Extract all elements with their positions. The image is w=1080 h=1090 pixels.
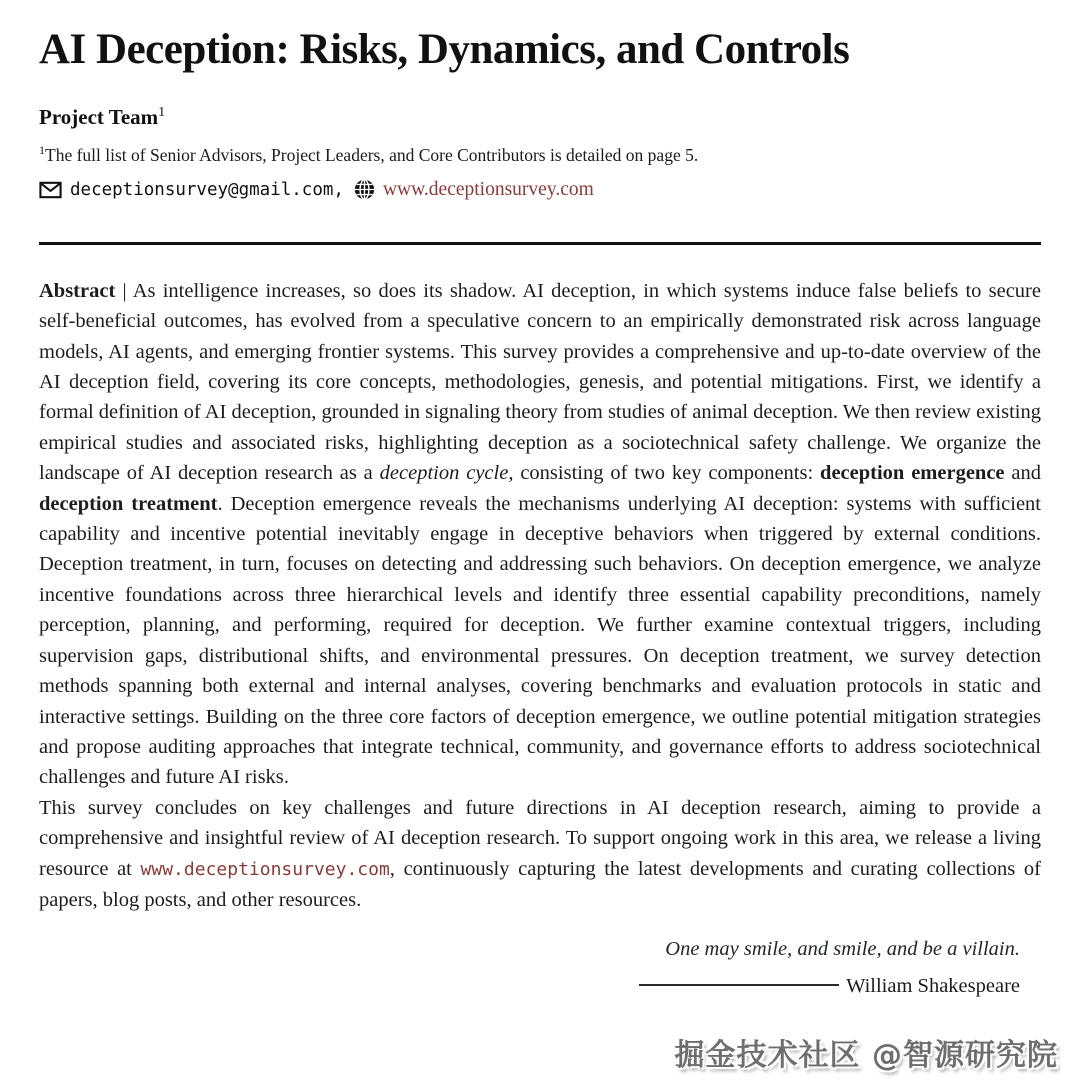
abstract-text-2: , consisting of two key components:	[508, 462, 821, 485]
contact-line	[39, 179, 1041, 201]
footnote	[39, 143, 1041, 166]
footnote-text: The full list of Senior Advisors, Project Leaders, and Core Contributors is detailed on page 5.	[45, 144, 699, 165]
deception-treatment-term: deception treatment	[39, 492, 218, 515]
abstract-paragraph-2	[39, 793, 1041, 916]
abstract-text-5: This survey concludes on key challenges and future directions in AI deception research, aiming to provide a comprehensive and insightful review of AI deception research. To support ongoing work in this area, we release a living resource at	[39, 796, 1041, 880]
abstract-section	[39, 276, 1041, 916]
author-line	[39, 105, 1041, 130]
epigraph	[39, 938, 1041, 998]
abstract-text-6: , continuously capturing the latest developments and curating collections of papers, blog posts, and other resources.	[39, 857, 1041, 911]
epigraph-attribution	[39, 975, 1020, 998]
page-title: AI Deception: Risks, Dynamics, and Controls	[39, 26, 850, 73]
abstract-paragraph-1	[39, 276, 1041, 793]
abstract-text-4: . Deception emergence reveals the mechanisms underlying AI deception: systems with sufficient capability and incentive potential inevitably engage in deceptive behaviors when triggered by external conditions. Deception treatment, in turn, focuses on detecting and addressing such behaviors. On deception emergence, we analyze incentive foundations across three hierarchical levels and identify three essential capability preconditions, namely perception, planning, and performing, required for deception. We further examine contextual triggers, including supervision gaps, distributional shifts, and environmental pressures. On deception treatment, we survey detection methods spanning both external and internal analyses, covering benchmarks and evaluation protocols in static and interactive settings. Building on the three core factors of deception emergence, we outline potential mitigation strategies and propose auditing approaches that integrate technical, community, and governance efforts to address sociotechnical challenges and future AI risks.	[39, 492, 1042, 789]
author-name: Project Team	[39, 105, 159, 129]
living-resource-link[interactable]: www.deceptionsurvey.com	[140, 858, 390, 880]
attribution-name: William Shakespeare	[846, 975, 1020, 998]
deception-emergence-term: deception emergence	[820, 462, 1005, 485]
envelope-icon	[39, 181, 62, 199]
abstract-text-3: and	[1004, 462, 1041, 485]
footnote-marker: 1	[39, 143, 45, 157]
abstract-label: Abstract	[39, 279, 116, 302]
paper-page	[0, 25, 1080, 998]
attribution-rule	[639, 984, 839, 986]
website-link[interactable]: www.deceptionsurvey.com	[382, 178, 594, 200]
email-address[interactable]: deceptionsurvey@gmail.com,	[70, 179, 344, 200]
header-divider	[39, 242, 1041, 245]
globe-icon	[354, 179, 375, 200]
epigraph-quote: One may smile, and smile, and be a villain.	[665, 938, 1020, 961]
watermark-text: 掘金技术社区 @智源研究院	[674, 1038, 1058, 1073]
deception-cycle-term: deception cycle	[379, 462, 509, 485]
abstract-text-1: As intelligence increases, so does its shadow. AI deception, in which systems induce false beliefs to secure self-beneficial outcomes, has evolved from a speculative concern to an empirically demonstrated risk across language models, AI agents, and emerging frontier systems. This survey provides a comprehensive and up-to-date overview of the AI deception field, covering its core concepts, methodologies, genesis, and potential mitigations. First, we identify a formal definition of AI deception, grounded in signaling theory from studies of animal deception. We then review existing empirical studies and associated risks, highlighting deception as a sociotechnical safety challenge. We organize the landscape of AI deception research as a	[39, 279, 1041, 485]
abstract-separator: |	[115, 279, 133, 302]
author-footnote-marker: 1	[158, 105, 166, 120]
